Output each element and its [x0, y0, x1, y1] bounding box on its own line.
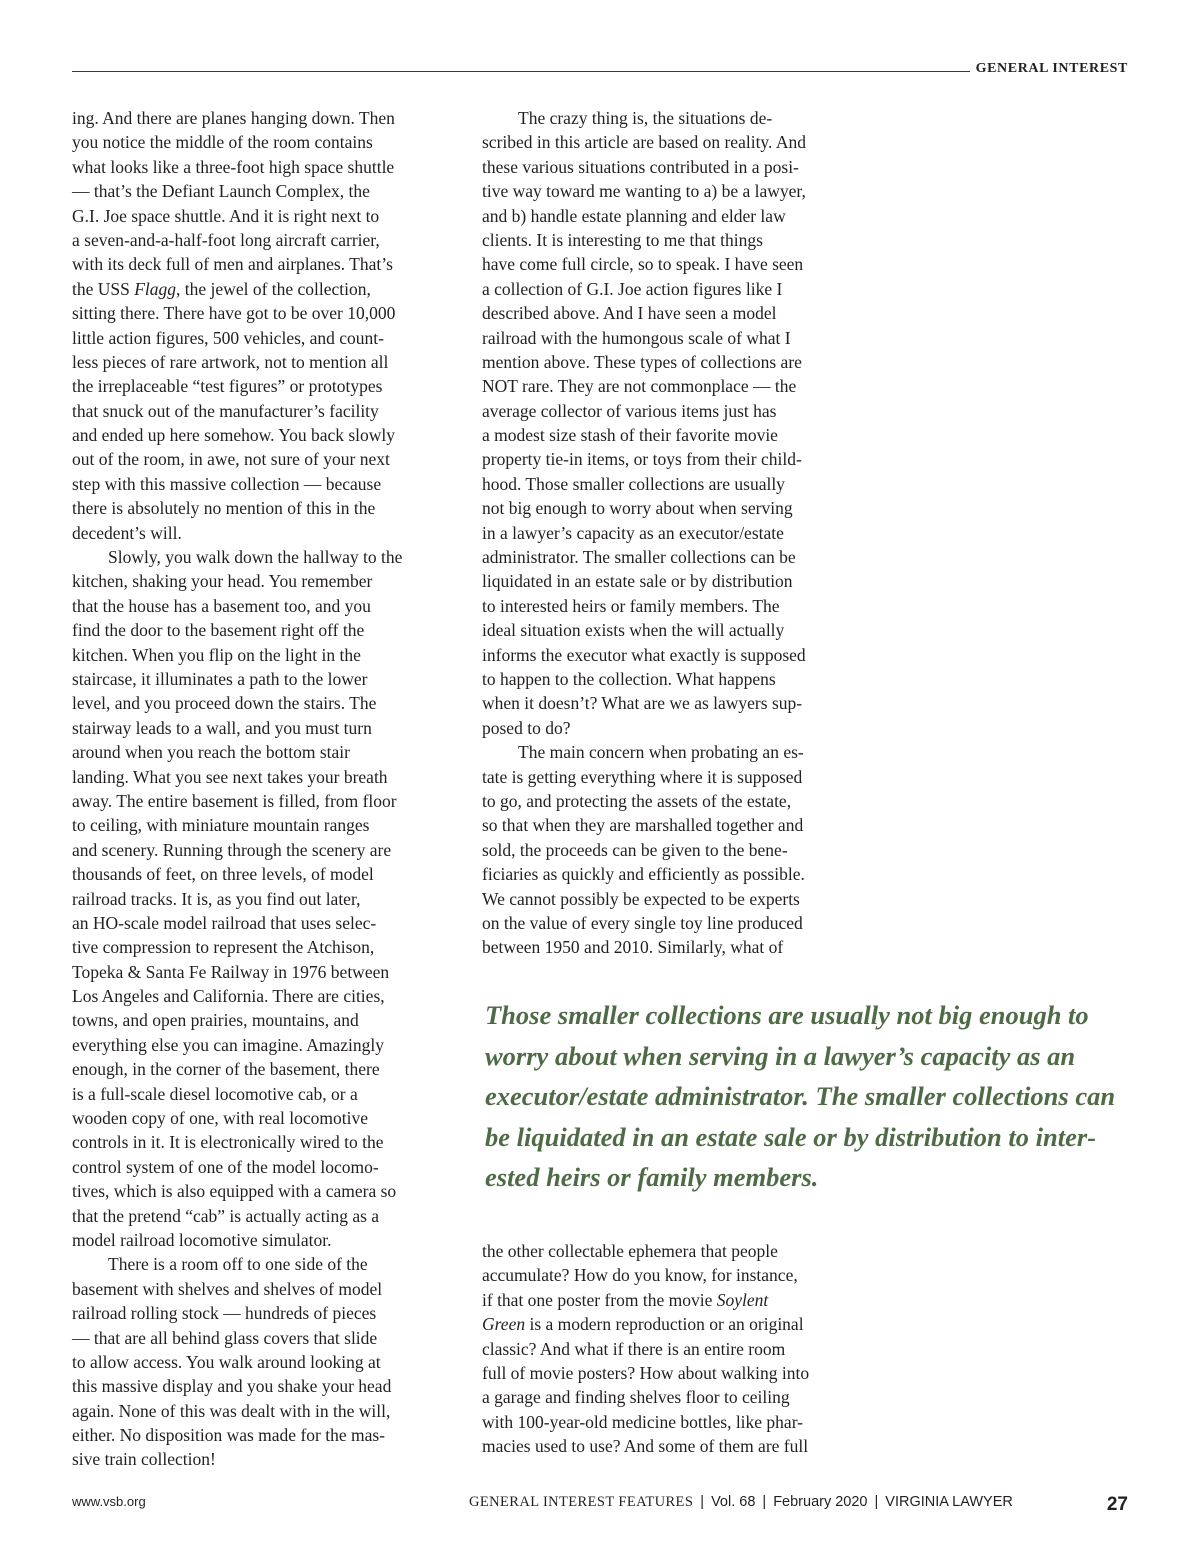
text-line — [72, 277, 452, 301]
text-line: basement with shelves and shelves of model — [72, 1278, 383, 1299]
text-line: sive train collection! — [72, 1449, 216, 1470]
text-line: to ceiling, with miniature mountain ranges — [72, 815, 370, 836]
pull-quote-line: be liquidated in an estate sale or by distribution to inter- — [485, 1121, 1097, 1152]
text-line: hood. Those smaller collections are usually — [482, 473, 785, 494]
text-line: to go, and protecting the assets of the estate, — [482, 790, 792, 811]
pull-quote-line: worry about when serving in a lawyer’s capacity as an — [485, 1040, 1076, 1071]
text-line: mention above. These types of collections are — [482, 351, 802, 372]
text-line: on the value of every single toy line produced — [482, 912, 803, 933]
text-line: the other collectable ephemera that people — [482, 1241, 778, 1261]
text-line: We cannot possibly be expected to be experts — [482, 888, 800, 909]
text-line: either. No disposition was made for the mas- — [72, 1425, 385, 1446]
text-line: towns, and open prairies, mountains, and — [72, 1010, 359, 1031]
article-column-right-bottom — [482, 1239, 862, 1459]
text-line: sold, the proceeds can be given to the bene- — [482, 839, 788, 860]
footer-url: www.vsb.org — [72, 1494, 146, 1509]
text-line: these various situations contributed in a posi- — [482, 156, 799, 177]
text-line: property tie-in items, or toys from their child- — [482, 449, 802, 470]
text-line: Slowly, you walk down the hallway to the — [108, 547, 403, 568]
footer-separator: | — [874, 1494, 879, 1510]
text-line: little action figures, 500 vehicles, and count- — [72, 327, 384, 348]
pull-quote-line: Those smaller collections are usually not big enough to — [485, 1000, 1089, 1030]
text-line: classic? And what if there is an entire room — [482, 1338, 786, 1359]
text-line: everything else you can imagine. Amazingly — [72, 1034, 384, 1055]
text-line: to happen to the collection. What happens — [482, 668, 776, 689]
text-line: ficiaries as quickly and efficiently as possible. — [482, 864, 805, 885]
text-line: in a lawyer’s capacity as an executor/estate — [482, 522, 784, 543]
text-line: administrator. The smaller collections can be — [482, 547, 796, 568]
pull-quote — [485, 995, 1145, 1198]
text-line: railroad rolling stock — hundreds of pieces — [72, 1303, 377, 1324]
text-line: have come full circle, so to speak. I have seen — [482, 254, 804, 275]
footer-separator: | — [762, 1494, 767, 1510]
text-line: informs the executor what exactly is supposed — [482, 644, 806, 665]
text-line: is a full-scale diesel locomotive cab, or a — [72, 1083, 358, 1104]
text-line: this massive display and you shake your head — [72, 1376, 392, 1397]
text-line: Topeka & Santa Fe Railway in 1976 between — [72, 961, 390, 982]
text-line: stairway leads to a wall, and you must turn — [72, 717, 372, 738]
text-line: — that’s the Defiant Launch Complex, the — [72, 181, 370, 202]
text-line: ideal situation exists when the will actually — [482, 620, 785, 641]
text-line: enough, in the corner of the basement, there — [72, 1059, 380, 1080]
text-line: controls in it. It is electronically wired to the — [72, 1132, 384, 1153]
footer-publication: VIRGINIA LAWYER — [885, 1494, 1013, 1510]
text-line: a seven-and-a-half-foot long aircraft carrier, — [72, 229, 380, 250]
page-number: 27 — [1106, 1494, 1128, 1515]
text-line: that snuck out of the manufacturer’s facility — [72, 400, 379, 421]
text-line: that the pretend “cab” is actually acting as a — [72, 1205, 380, 1226]
text-line: control system of one of the model locomo- — [72, 1156, 379, 1177]
text-line: landing. What you see next takes your breath — [72, 766, 388, 787]
text-line: model railroad locomotive simulator. — [72, 1229, 332, 1250]
text-line: Los Angeles and California. There are cities, — [72, 986, 385, 1007]
text-line: there is absolutely no mention of this in the — [72, 498, 376, 519]
text-line: There is a room off to one side of the — [108, 1254, 368, 1275]
text-line: tive way toward me wanting to a) be a lawyer, — [482, 181, 806, 202]
text-line: you notice the middle of the room contains — [72, 132, 373, 153]
italic-title: Flagg — [134, 278, 177, 299]
pull-quote-line: executor/estate administrator. The smaller collections can — [485, 1081, 1116, 1111]
text-line: described above. And I have seen a model — [482, 303, 777, 324]
italic-title: Green — [482, 1314, 526, 1335]
text-run: is a modern reproduction or an original — [525, 1314, 804, 1335]
text-line: G.I. Joe space shuttle. And it is right next to — [72, 205, 380, 226]
article-column-left — [72, 106, 452, 1472]
text-line: out of the room, in awe, not sure of your next — [72, 449, 390, 470]
text-line: kitchen, shaking your head. You remember — [72, 571, 373, 592]
text-line: and ended up here somehow. You back slowly — [72, 425, 396, 446]
text-line: posed to do? — [482, 717, 571, 738]
text-run: , the jewel of the collection, — [176, 278, 371, 299]
text-line: — that are all behind glass covers that slide — [72, 1327, 378, 1348]
pull-quote-line: ested heirs or family members. — [485, 1162, 819, 1192]
text-line: staircase, it illuminates a path to the lower — [72, 668, 368, 689]
text-line: with its deck full of men and airplanes. That’s — [72, 254, 393, 275]
header-rule — [72, 71, 970, 72]
text-line: find the door to the basement right off the — [72, 620, 365, 641]
text-line: the irreplaceable “test figures” or prototypes — [72, 376, 383, 397]
text-line: tives, which is also equipped with a camera so — [72, 1181, 397, 1202]
text-line: step with this massive collection — because — [72, 473, 382, 494]
footer-date: February 2020 — [773, 1494, 868, 1510]
text-line: what looks like a three-foot high space shuttle — [72, 156, 395, 177]
text-line: tive compression to represent the Atchison, — [72, 937, 375, 958]
text-line: sitting there. There have got to be over 10,000 — [72, 303, 396, 324]
text-line: ing. And there are planes hanging down. Then — [72, 108, 395, 128]
text-line: decedent’s will. — [72, 522, 182, 543]
text-line: between 1950 and 2010. Similarly, what of — [482, 937, 784, 958]
text-line: and b) handle estate planning and elder law — [482, 205, 786, 226]
text-line: average collector of various items just has — [482, 400, 777, 421]
italic-title: Soylent — [716, 1289, 769, 1310]
text-line — [482, 1288, 862, 1312]
text-line: again. None of this was dealt with in the will, — [72, 1400, 391, 1421]
text-line: level, and you proceed down the stairs. The — [72, 693, 377, 714]
text-line: away. The entire basement is filled, from floor — [72, 790, 397, 811]
text-line — [482, 1312, 862, 1336]
text-line: that the house has a basement too, and you — [72, 595, 371, 616]
text-line: macies used to use? And some of them are full — [482, 1436, 809, 1457]
text-line: to interested heirs or family members. The — [482, 595, 780, 616]
text-line: tate is getting everything where it is supposed — [482, 766, 803, 787]
text-line: The main concern when probating an es- — [518, 742, 804, 763]
text-line: NOT rare. They are not commonplace — the — [482, 376, 797, 397]
text-line: railroad with the humongous scale of what I — [482, 327, 791, 348]
text-line: wooden copy of one, with real locomotive — [72, 1108, 368, 1129]
text-line: thousands of feet, on three levels, of model — [72, 864, 374, 885]
text-line: The crazy thing is, the situations de- — [518, 108, 773, 128]
section-label: GENERAL INTEREST — [975, 61, 1128, 76]
text-line: with 100-year-old medicine bottles, like phar- — [482, 1411, 804, 1432]
text-line: not big enough to worry about when serving — [482, 498, 793, 519]
text-line: scribed in this article are based on reality. And — [482, 132, 806, 153]
article-column-right-top — [482, 106, 862, 960]
text-line: full of movie posters? How about walking into — [482, 1362, 810, 1383]
footer-separator: | — [700, 1494, 705, 1510]
text-line: around when you reach the bottom stair — [72, 742, 350, 763]
text-line: so that when they are marshalled together and — [482, 815, 804, 836]
text-line: railroad tracks. It is, as you find out later, — [72, 888, 361, 909]
text-line: clients. It is interesting to me that things — [482, 229, 763, 250]
text-line: kitchen. When you flip on the light in the — [72, 644, 361, 665]
footer-volume: Vol. 68 — [711, 1494, 756, 1510]
text-line: a collection of G.I. Joe action figures like I — [482, 278, 783, 299]
text-line: a garage and finding shelves floor to ceiling — [482, 1387, 790, 1408]
text-run: if that one poster from the movie — [482, 1289, 717, 1310]
text-line: less pieces of rare artwork, not to mention all — [72, 351, 389, 372]
text-line: when it doesn’t? What are we as lawyers sup- — [482, 693, 803, 714]
text-line: an HO-scale model railroad that uses selec- — [72, 912, 377, 933]
text-line: liquidated in an estate sale or by distribution — [482, 571, 793, 592]
text-line: accumulate? How do you know, for instance, — [482, 1265, 798, 1286]
footer-center — [469, 1494, 1013, 1511]
text-line: a modest size stash of their favorite movie — [482, 425, 778, 446]
text-run: the USS — [72, 278, 135, 299]
footer-section: GENERAL INTEREST FEATURES — [469, 1494, 694, 1510]
text-line: to allow access. You walk around looking at — [72, 1351, 381, 1372]
text-line: and scenery. Running through the scenery are — [72, 839, 392, 860]
